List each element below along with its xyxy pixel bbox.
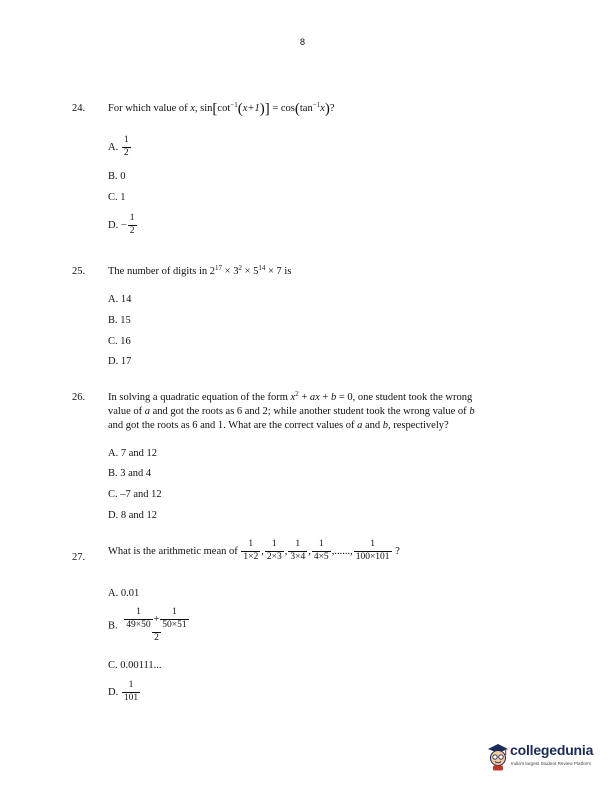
option-d: D. 17 xyxy=(108,356,132,367)
option-c: C. –7 and 12 xyxy=(108,489,162,500)
logo-tagline: India's largest Student Review Platform xyxy=(511,761,592,766)
collegedunia-logo xyxy=(486,740,606,784)
option-a: A. 14 xyxy=(108,294,132,305)
option-b: B. 0 xyxy=(108,171,126,182)
question-text: What is the arithmetic mean of $\frac{1}{1\times 2}$ , $\frac{1}{2\times 3}$ , $\frac{1}{3\times 4}$ , $\frac{1}{4\times 5}$ ,......, $\frac{1}{100\times 101}$ ? xyxy=(108,539,400,562)
option-c: C. 16 xyxy=(108,336,131,347)
option-c: C. 1 xyxy=(108,192,126,203)
question-number: 27. xyxy=(72,552,86,563)
option-b: B. 3 and 4 xyxy=(108,468,152,479)
question-text-line-1: In solving a quadratic equation of the form $x^2$ + ax + b = 0, one student took the wrong xyxy=(108,390,473,403)
question-text: For which value of x, $\sin[\cot^{-1}(x+1)] = \cos(\tan^{-1}x)$? xyxy=(108,101,335,117)
option-d: D. $\frac{1}{101}$ xyxy=(108,680,139,703)
option-c: C. 0.00111... xyxy=(108,660,162,671)
mascot-icon xyxy=(486,742,510,772)
question-number: 25. xyxy=(72,266,86,277)
question-text-line-3: and got the roots as 6 and 1. What are the correct values of a and b, respectively? xyxy=(108,420,449,431)
question-text: The number of digits in $2^{17} \times 3^2 \times 5^{14} \times 7$ is xyxy=(108,264,292,277)
option-d: D. − $\frac{1}{2}$ xyxy=(108,213,135,236)
page-number: 8 xyxy=(300,37,306,47)
logo-name: collegedunia xyxy=(510,742,594,758)
option-a: A. 0.01 xyxy=(108,588,140,599)
option-b: B. 15 xyxy=(108,315,131,326)
question-number: 26. xyxy=(72,392,86,403)
option-a: A. $\frac{1}{2}$ xyxy=(108,135,129,158)
option-d: D. 8 and 12 xyxy=(108,510,158,521)
question-text-line-2: value of a and got the roots as 6 and 2; while another student took the wrong value of b xyxy=(108,406,475,417)
option-b: B. $\frac{1}{49\times 50}$ + $\frac{1}{50\times 51}$ 2 xyxy=(108,607,187,643)
option-a: A. 7 and 12 xyxy=(108,448,158,459)
question-number: 24. xyxy=(72,103,86,114)
